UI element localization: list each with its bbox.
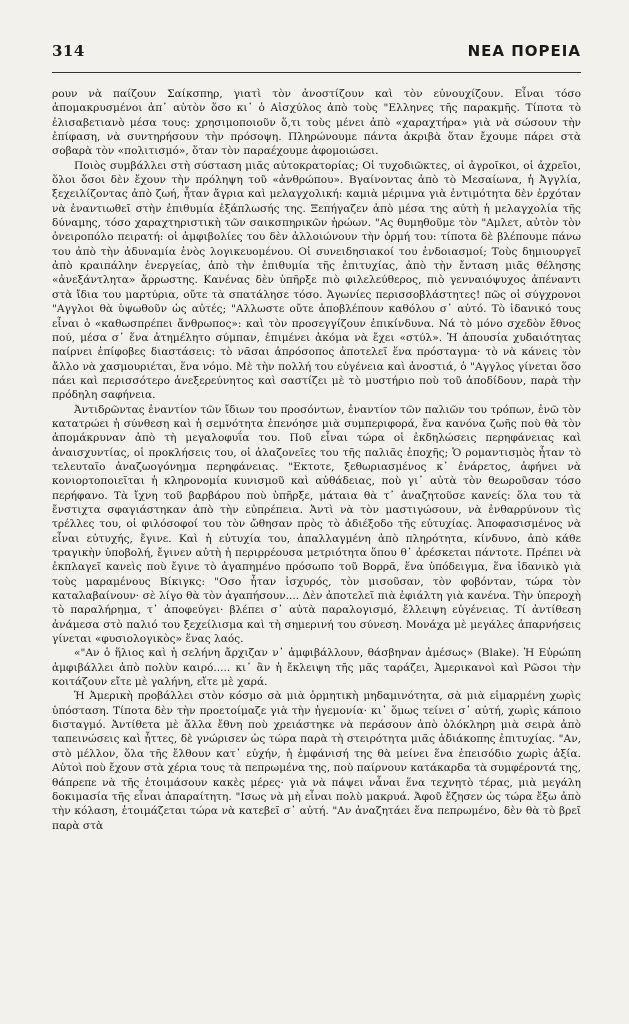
paragraph-quote: «"Αν ὁ ἥλιος καὶ ἡ σελήνη ἄρχιζαν ν᾿ ἀμφιβάλλουν, θάσβηναν ἀμέσως» (Blake). Ἡ Εὐρώπη ἀμφιβάλλει ἀπὸ πολὺν καιρό..... κι᾿ ἂν ἡ ἔκλειψη τῆς μᾶς ταράζει, Ἀμερικανοὶ καὶ Ρῶσοι τὴν κοιτάζουν εἴτε μὲ γαλήνη, εἴτε μὲ χαρά.	[52, 647, 581, 689]
paragraph: Ἡ Ἀμερικὴ προβάλλει στὸν κόσμο σὰ μιὰ ὁρμητικὴ μηδαμινότητα, σὰ μιὰ εἱμαρμένη χωρὶς ὑπόσταση. Τίποτα δὲν τὴν προετοίμαζε γιὰ τὴν ἡγεμονία· κι᾿ ὅμως τείνει σ᾿ αὐτή, χωρὶς κάποιο δισταγμό. Ἀντίθετα μὲ ἄλλα ἔθνη ποὺ χρειάστηκε νὰ περάσουν ἀπὸ ὁλόκληρη μιὰ σειρὰ ἀπὸ ταπεινώσεις καὶ ἧττες, δὲ γνώρισεν ὡς τώρα παρὰ τὴ στειρότητα μιᾶς ἀδιάκοπης ἐπιτυχίας. "Αν, στὸ μέλλον, ὅλα τῆς ἔλθουν κατ᾿ εὐχήν, ἡ ἐμφάνισή της θὰ μείνει ἕνα ἐπεισόδιο χωρὶς ἀξία. Αὐτοὶ ποὺ ἔχουν στὰ χέρια τους τὰ πεπρωμένα της, ποὺ παίρνουν κατάκαρδα τὰ συμφέροντά της, θάπρεπε νὰ τῆς ἑτοιμάσουν κακὲς μέρες· γιὰ νὰ πάψει νἆναι ἕνα τεχνητὸ τέρας, μιὰ μεγάλη δοκιμασία τῆς εἶναι ἀπαραίτητη. "Ισως νὰ μὴ εἶναι πολὺ μακρυά. Ἀφοῦ ἔζησεν ὡς τώρα ἔξω ἀπὸ τὴν κόλαση, ἑτοιμάζεται τώρα νὰ κατεβεῖ σ᾿ αὐτή. "Αν ἀναζητάει ἕνα πεπρωμένο, δὲν θὰ τὸ βρεῖ παρὰ στὰ	[52, 690, 581, 832]
paragraph-continued: ρουν νὰ παίζουν Σαίκσπηρ, γιατὶ τὸν ἀνοστίζουν καὶ τὸν εὐνουχίζουν. Εἶναι τόσο ἀπομακρυσμένοι ἀπ᾿ αὐτὸν ὅσο κι᾿ ὁ Αἰσχύλος ἀπὸ τοὺς "Ελληνες τῆς παρακμῆς. Τίποτα τὸ ἐλισαβετιανὸ μέσα τους: χρησιμοποιοῦν ὅ,τι τοὺς μένει ἀπὸ «χαραχτήρα» γιὰ νὰ σώσουν τὴν ἐπίφαση, νὰ συντηρήσουν τὴν πρόσοψη. Πληρώνουμε πάντα ἀκριβὰ ὅταν ἔχουμε πάρει στὰ σοβαρὰ τὸν «πολιτισμό», ὅταν τὸν παραέχουμε ἀφομοιώσει.	[52, 88, 581, 158]
paragraph: Ἀντιδρῶντας ἐναντίον τῶν ἴδιων του προσόντων, ἐναντίον τῶν παλιῶν του τρόπων, ἐνῶ τὸν κατατρώει ἡ σύνθεση καὶ ἡ σεμνότητα ἐπενόησε μιὰ συμπεριφορά, ἕνα κανόνα ζωῆς ποὺ θὰ τὸν ἀπομάκρυναν ἀπὸ τὴ μεγαλοφυΐα του. Ποῦ εἶναι τώρα οἱ ἐκδηλώσεις περηφάνειας καὶ ἀναισχυντίας, οἱ προκλήσεις του, οἱ ἀλαζονεῖες του τῆς παλιᾶς ἐποχῆς; Ὁ ρομαντισμὸς ἦταν τὸ τελευταῖο ἀναζωογόνημα περηφάνειας. "Εκτοτε, ξεθωριασμένος κ᾿ ἐνάρετος, ἀφήνει νὰ κονιορτοποιεῖται ἡ κληρονομία κυνισμοῦ καὶ αὐθάδειας, ποὺ γι᾿ αὐτὰ τὸν θεωροῦσαν τόσο περήφανο. Τὰ ἴχνη τοῦ βαρβάρου ποὺ ὑπῆρξε, μάταια θὰ τ᾿ ἀναζητοῦσε κανείς: ὅλα του τὰ ἔνστιχτα σφαγιάστηκαν ἀπὸ τὴν εὐπρέπεια. Ἀντὶ νὰ τὸν μαστιγώσουν, νὰ ἐνθαρρύνουν τὶς τρέλλες του, οἱ φιλόσοφοί του τὸν ὤθησαν πρὸς τὸ ἀδιέξοδο τῆς εὐτυχίας. Ἀποφασισμένος νὰ εἶναι εὐτυχής, ἔγινε. Καὶ ἡ εὐτυχία του, ἀπαλλαγμένη ἀπὸ πληρότητα, κίνδυνο, ἀπὸ κάθε τραγικὴν ὑποβολή, ἔγινεν αὐτὴ ἡ περιρρέουσα μετριότητα ὅπου θ᾿ ἀρέσκεται πάντοτε. Πρέπει νὰ ἐκπλαγεῖ κανεὶς ποὺ ἔγινε τὸ ἀγαπημένο πρόσωπο τοῦ Βορρᾶ, ἕνα ὑπόδειγμα, ἕνα ἰδανικὸ γιὰ τοὺς μαραμένους Βίκιγκς: "Οσο ἦταν ἰσχυρός, τὸν μισοῦσαν, τὸν φοβόνταν, τώρα τὸν καταλαβαίνουν· σὲ λίγο θὰ τὸν ἀγαπήσουν.... Δὲν ἀποτελεῖ πιὰ ἐφιάλτη γιὰ κανένα. Τὴν ὑπεροχὴ τὸ παραλήρημα, τ᾿ ἀποφεύγει· βλέπει σ᾿ αὐτὰ παραλογισμό, ἔλλειψη εὐγένειας. Τί ἀντίθεση ἀνάμεσα στὸ παλιό του ξεχείλισμα καὶ τὴ σημερινή του σύνεση. Μονάχα μὲ μεγάλες ἀπαρνήσεις γίνεται «φυσιολογικὸς» ἕνας λαός.	[52, 403, 581, 646]
journal-title: ΝΕΑ ΠΟΡΕΙΑ	[467, 42, 581, 60]
page-number: 314	[52, 42, 85, 60]
article-body	[52, 87, 581, 833]
running-header	[52, 42, 581, 73]
paragraph: Ποιὸς συμβάλλει στὴ σύσταση μιᾶς αὐτοκρατορίας; Οἱ τυχοδιῶκτες, οἱ ἀγροῖκοι, οἱ ἀχρεῖοι, ὅλοι ὅσοι δὲν ἔχουν τὴν πρόληψη τοῦ «ἀνθρώπου». Βγαίνοντας ἀπὸ τὸ Μεσαίωνα, ἡ Ἀγγλία, ξεχειλίζοντας ἀπὸ ζωή, ἦταν ἄγρια καὶ μελαγχολική: καμιὰ μέριμνα γιὰ ἐντιμότητα δὲν ἐρχόταν νὰ ἐναντιωθεῖ στὴν ἐπιθυμία ἐξάπλωσής της. Ξεπήγαζεν ἀπὸ μέσα της αὐτὴ ἡ μελαγχολία τῆς δύναμης, τόσο χαραχτηριστικὴ τῶν σαικσπηρικῶν ἡρώων. "Ας θυμηθοῦμε τὸν "Αμλετ, αὐτὸν τὸν ὀνειροπόλο πειρατή: οἱ ἀμφιβολίες του δὲν ἀλλοιώνουν τὴν ὁρμή του: τίποτα δὲ βλέπουμε πάνω του ἀπὸ τὴν ἀδυναμία ἑνὸς λογικευομένου. Οἱ συνειδησιακοί του ἐνδοιασμοί; Τοὺς δημιουργεῖ ἀπὸ κραιπάλην ἐνεργείας, ἀπὸ τὴν ἐπιθυμία τῆς ἐπιτυχίας, ἀπὸ τὴν ἔνταση μιᾶς θέλησης «ἀνεξάντλητα» ἄρρωστης. Κανένας δὲν ὑπῆρξε πιὸ φιλελεύθερος, πιὸ γενναιόψυχος ἀπέναντι στὰ ἴδια του μαρτύρια, οὔτε τὰ σπατάλησε τόσο. Ἀγωνίες περισσοβλάστητες! πῶς οἱ σύγχρονοι "Αγγλοι θὰ ὑψωθοῦν ὡς αὐτές; "Αλλωστε οὔτε ἀποβλέπουν καθόλου σ᾿ αὐτό. Τὸ ἰδανικό τους εἶναι ὁ «καθωσπρέπει ἄνθρωπος»: καὶ τὸν προσεγγίζουν ἐπικίνδυνα. Νά τὸ μόνο σχεδὸν ἔθνος πού, μέσα σ᾿ ἕνα ἀτημέλητο σύμπαν, ἐπιμένει ἀκόμα νὰ ἔχει «στύλ». Ἡ ἀπουσία χυδαιότητας παίρνει ἐπίφοβες διαστάσεις: τὸ νᾶσαι ἀπρόσοπος ἀποτελεῖ ἕνα πρόσταγμα· τὸ νὰ κάνεις τὸν ἄλλο νὰ χασμουριέται, ἕνα νόμο. Μὲ τὴν πολλή του εὐγένεια καὶ ἀνοστιά, ὁ "Αγγλος γίνεται ὅσο πάει καὶ περισσότερο ἀνεξερεύνητος καὶ σαστίζει μὲ τὸ μυστήριο ποὺ τοῦ ἀποδίδουν, παρὰ τὴν πρόδηλη σαφήνεια.	[52, 159, 581, 402]
